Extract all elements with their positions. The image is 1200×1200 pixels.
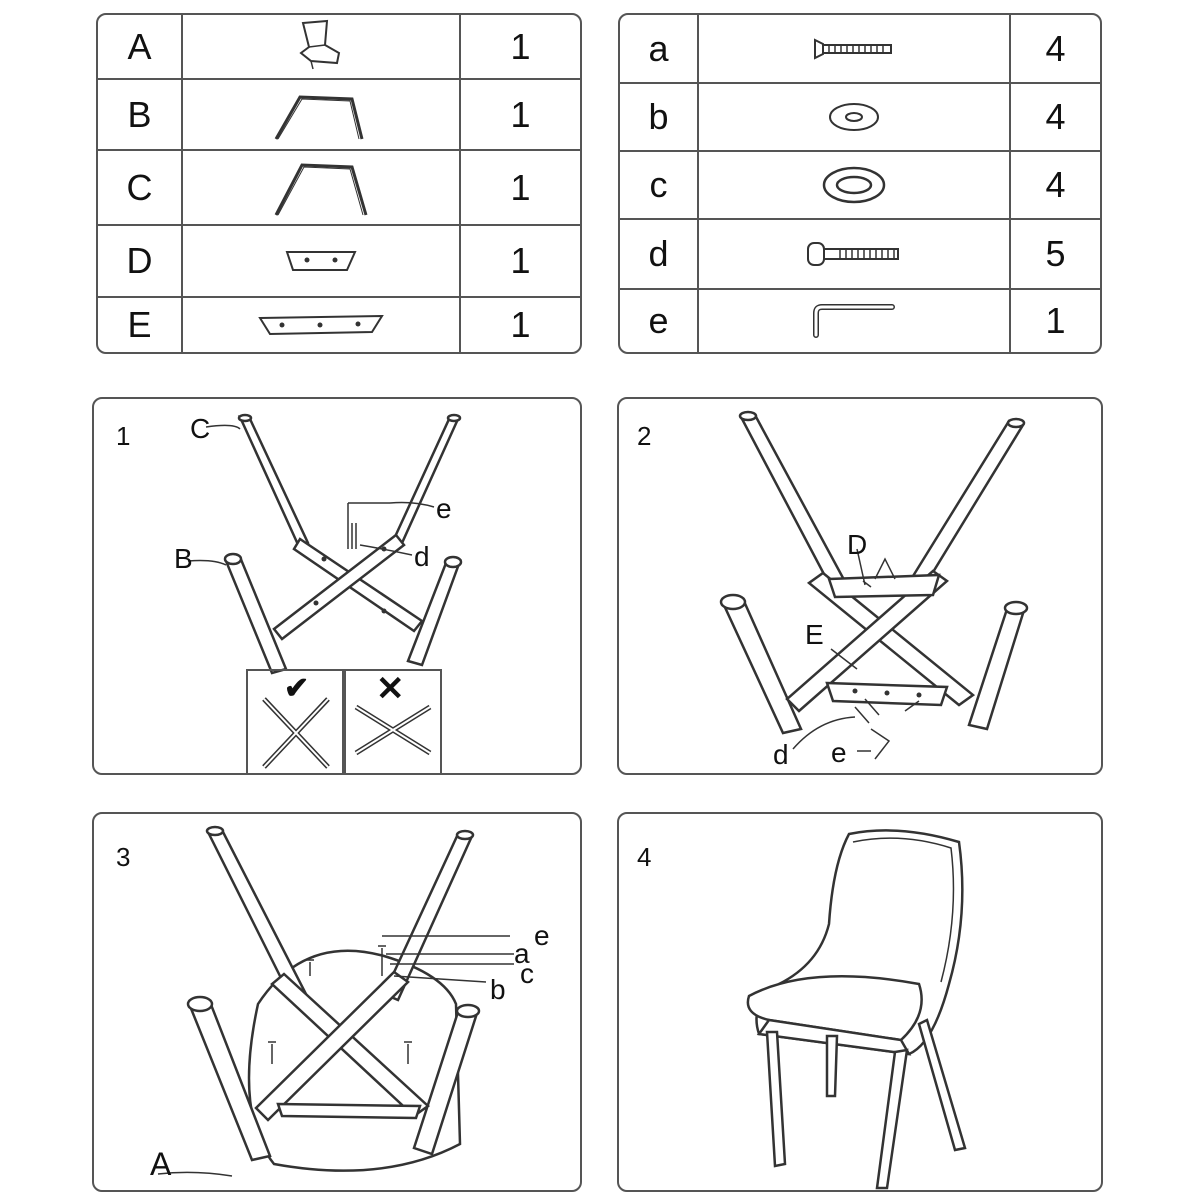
part-letter: D xyxy=(98,225,182,297)
hardware-row xyxy=(620,83,1100,151)
step-1-panel xyxy=(92,397,582,775)
callout-C: C xyxy=(190,413,211,444)
short-bracket-icon xyxy=(182,225,460,297)
step-4-panel xyxy=(617,812,1103,1192)
callout-E: E xyxy=(805,619,824,650)
step-2-panel xyxy=(617,397,1103,775)
hardware-letter: b xyxy=(620,83,698,151)
countersunk-screw-icon xyxy=(698,15,1010,83)
assembled-chair-drawing xyxy=(619,814,1105,1194)
callout-e: e xyxy=(436,493,452,524)
callout-B: B xyxy=(174,543,193,574)
parts-row xyxy=(98,79,580,150)
hardware-letter: c xyxy=(620,151,698,219)
wrong-orientation-inset xyxy=(344,669,442,775)
part-qty: 1 xyxy=(460,15,580,79)
hardware-row xyxy=(620,151,1100,219)
leg-frame-icon xyxy=(182,150,460,225)
long-bracket-icon xyxy=(182,297,460,352)
flat-washer-icon xyxy=(698,83,1010,151)
hardware-qty: 1 xyxy=(1010,289,1100,352)
hardware-qty: 5 xyxy=(1010,219,1100,289)
bracket-install-drawing xyxy=(619,399,1105,777)
step-number: 1 xyxy=(116,421,131,451)
hardware-row xyxy=(620,15,1100,83)
step-number: 4 xyxy=(637,842,652,872)
callout-D: D xyxy=(847,529,868,560)
hardware-row xyxy=(620,219,1100,289)
part-letter: C xyxy=(98,150,182,225)
parts-row xyxy=(98,297,580,352)
part-letter: A xyxy=(98,15,182,79)
step-number: 3 xyxy=(116,842,131,872)
step-number: 2 xyxy=(637,421,652,451)
hardware-letter: e xyxy=(620,289,698,352)
chair-shell-icon xyxy=(182,15,460,79)
callout-c: c xyxy=(520,958,534,989)
parts-row xyxy=(98,15,580,79)
hardware-letter: a xyxy=(620,15,698,83)
hex-bolt-icon xyxy=(698,219,1010,289)
spring-washer-icon xyxy=(698,151,1010,219)
hardware-row xyxy=(620,289,1100,352)
parts-row xyxy=(98,150,580,225)
part-qty: 1 xyxy=(460,225,580,297)
callout-e: e xyxy=(534,920,550,951)
callout-A: A xyxy=(150,1146,172,1182)
hardware-qty: 4 xyxy=(1010,15,1100,83)
hardware-letter: d xyxy=(620,219,698,289)
seat-attach-drawing xyxy=(94,814,584,1194)
leg-frame-icon xyxy=(182,79,460,150)
part-qty: 1 xyxy=(460,150,580,225)
part-qty: 1 xyxy=(460,79,580,150)
callout-d: d xyxy=(773,739,789,770)
step-3-panel xyxy=(92,812,582,1192)
check-icon: ✔ xyxy=(284,672,310,705)
hardware-table xyxy=(618,13,1102,354)
allen-key-icon xyxy=(698,289,1010,352)
part-qty: 1 xyxy=(460,297,580,352)
callout-a: a xyxy=(514,938,530,969)
correct-orientation-inset xyxy=(246,669,344,775)
part-letter: B xyxy=(98,79,182,150)
callout-d: d xyxy=(414,541,430,572)
hardware-qty: 4 xyxy=(1010,151,1100,219)
part-letter: E xyxy=(98,297,182,352)
cross-icon: ✕ xyxy=(376,670,405,708)
callout-b: b xyxy=(490,974,506,1005)
parts-row xyxy=(98,225,580,297)
hardware-qty: 4 xyxy=(1010,83,1100,151)
parts-table xyxy=(96,13,582,354)
callout-e: e xyxy=(831,737,847,768)
